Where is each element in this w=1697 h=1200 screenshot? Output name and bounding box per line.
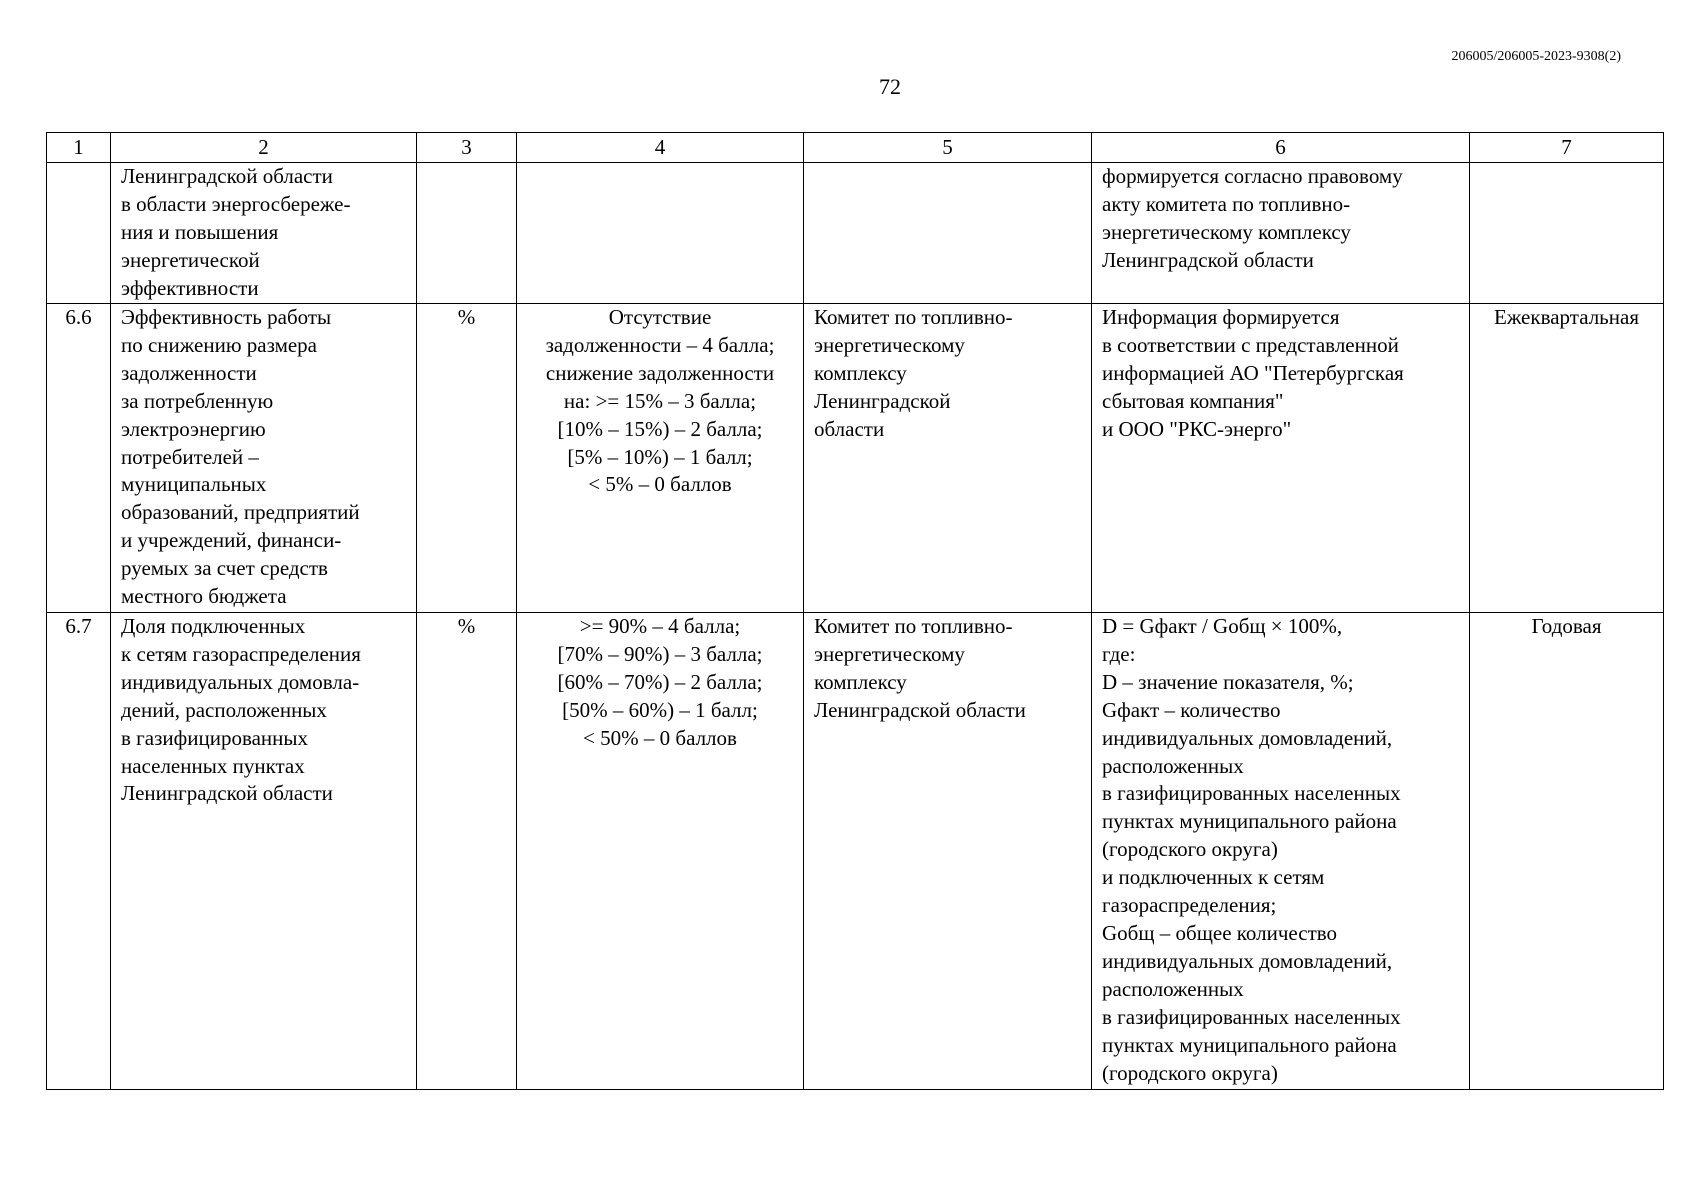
indicator-name-line: эффективности xyxy=(121,275,259,300)
method-cell xyxy=(1092,304,1470,613)
indicator-name-line: и учреждений, финанси- xyxy=(121,528,342,553)
row-number-cell: 6.6 xyxy=(47,304,111,613)
method-line: в соответствии с представленной xyxy=(1102,332,1399,357)
criteria-line: < 5% – 0 баллов xyxy=(588,472,732,497)
responsible-line: области xyxy=(814,416,885,441)
responsible-line: комплексу xyxy=(814,360,907,385)
indicator-name-line: Эффективность работы xyxy=(121,305,332,329)
unit-cell: % xyxy=(417,613,517,1090)
column-header: 3 xyxy=(417,133,517,163)
method-line: расположенных xyxy=(1102,976,1244,1001)
table-row xyxy=(47,304,1664,613)
method-cell xyxy=(1092,613,1470,1090)
method-line: в газифицированных населенных xyxy=(1102,1004,1401,1029)
indicator-name-line: ния и повышения xyxy=(121,219,279,244)
indicator-name-line: в области энергосбереже- xyxy=(121,191,351,216)
criteria-line: снижение задолженности xyxy=(545,360,775,385)
method-line: Ленинградской области xyxy=(1102,247,1314,272)
indicator-name-line: муниципальных xyxy=(121,472,267,497)
page-number: 72 xyxy=(879,74,901,99)
indicator-name-line: Ленинградской области xyxy=(121,164,333,188)
criteria-line: на: >= 15% – 3 балла; xyxy=(563,388,757,413)
criteria-line: [5% – 10%) – 1 балл; xyxy=(567,444,753,469)
indicator-name-line: в газифицированных xyxy=(121,725,309,750)
criteria-line: < 50% – 0 баллов xyxy=(583,725,737,750)
indicator-name-line: потребителей – xyxy=(121,444,259,469)
document-id: 206005/206005-2023-9308(2) xyxy=(1451,49,1621,64)
frequency-cell: Ежеквартальная xyxy=(1470,304,1664,613)
frequency-cell: Годовая xyxy=(1470,613,1664,1090)
method-line: индивидуальных домовладений, xyxy=(1102,725,1393,750)
method-line: акту комитета по топливно- xyxy=(1102,191,1351,216)
indicator-name-line: местного бюджета xyxy=(121,584,287,609)
column-header: 6 xyxy=(1092,133,1470,163)
unit-cell: % xyxy=(417,304,517,613)
responsible-line: Комитет по топливно- xyxy=(814,614,1013,638)
method-line: D – значение показателя, %; xyxy=(1102,669,1354,694)
column-header: 4 xyxy=(517,133,804,163)
indicator-name-line: электроэнергию xyxy=(121,416,266,441)
frequency-cell xyxy=(1470,163,1664,304)
indicator-name-line: энергетической xyxy=(121,247,260,272)
method-line: где: xyxy=(1102,641,1136,666)
indicator-name-line: Доля подключенных xyxy=(121,614,306,638)
criteria-line: задолженности – 4 балла; xyxy=(545,332,775,357)
unit-cell xyxy=(417,163,517,304)
method-line: Gобщ – общее количество xyxy=(1102,920,1338,945)
criteria-line: [50% – 60%) – 1 балл; xyxy=(562,697,758,722)
indicator-name-cell xyxy=(111,163,417,304)
table-row xyxy=(47,163,1664,304)
method-line: (городского округа) xyxy=(1102,837,1278,862)
criteria-line: [10% – 15%) – 2 балла; xyxy=(557,416,763,441)
indicator-name-cell xyxy=(111,613,417,1090)
column-header: 1 xyxy=(47,133,111,163)
method-line: информацией АО "Петербургская xyxy=(1102,360,1404,385)
responsible-line: энергетическому xyxy=(814,641,965,666)
table-header-row xyxy=(47,133,1664,163)
criteria-cell xyxy=(517,304,804,613)
responsible-line: Ленинградской области xyxy=(814,697,1026,722)
method-line: энергетическому комплексу xyxy=(1102,219,1351,244)
method-line: и ООО "РКС-энерго" xyxy=(1102,416,1292,441)
criteria-cell xyxy=(517,163,804,304)
indicator-name-line: индивидуальных домовла- xyxy=(121,669,360,694)
method-line: пунктах муниципального района xyxy=(1102,1032,1397,1057)
method-cell xyxy=(1092,163,1470,304)
criteria-line: [70% – 90%) – 3 балла; xyxy=(557,641,763,666)
method-line: индивидуальных домовладений, xyxy=(1102,948,1393,973)
indicator-name-line: Ленинградской области xyxy=(121,781,333,806)
method-line: расположенных xyxy=(1102,753,1244,778)
criteria-line: >= 90% – 4 балла; xyxy=(579,614,741,638)
indicator-name-cell xyxy=(111,304,417,613)
column-header: 2 xyxy=(111,133,417,163)
responsible-line: Ленинградской xyxy=(814,388,951,413)
column-header: 7 xyxy=(1470,133,1664,163)
criteria-line: Отсутствие xyxy=(608,305,712,329)
method-line: Информация формируется xyxy=(1102,305,1340,329)
criteria-cell xyxy=(517,613,804,1090)
method-line: сбытовая компания" xyxy=(1102,388,1284,413)
method-line: в газифицированных населенных xyxy=(1102,781,1401,806)
responsible-cell xyxy=(804,163,1092,304)
indicator-name-line: населенных пунктах xyxy=(121,753,305,778)
method-line: формируется согласно правовому xyxy=(1102,164,1403,188)
indicator-name-line: за потребленную xyxy=(121,388,274,413)
criteria-line: [60% – 70%) – 2 балла; xyxy=(557,669,763,694)
row-number-cell xyxy=(47,163,111,304)
indicator-name-line: по снижению размера xyxy=(121,332,318,357)
responsible-cell xyxy=(804,613,1092,1090)
method-line: (городского округа) xyxy=(1102,1060,1278,1085)
table-row xyxy=(47,613,1664,1090)
indicator-name-line: образований, предприятий xyxy=(121,500,360,525)
responsible-line: энергетическому xyxy=(814,332,965,357)
indicator-name-line: руемых за счет средств xyxy=(121,556,328,581)
indicator-name-line: к сетям газораспределения xyxy=(121,641,361,666)
method-line: газораспределения; xyxy=(1102,893,1277,918)
method-line: пунктах муниципального района xyxy=(1102,809,1397,834)
indicator-name-line: задолженности xyxy=(121,360,257,385)
indicators-table xyxy=(46,132,1664,1090)
responsible-line: комплексу xyxy=(814,669,907,694)
method-line: D = Gфакт / Gобщ × 100%, xyxy=(1102,614,1343,638)
responsible-line: Комитет по топливно- xyxy=(814,305,1013,329)
column-header: 5 xyxy=(804,133,1092,163)
method-line: и подключенных к сетям xyxy=(1102,865,1325,890)
method-line: Gфакт – количество xyxy=(1102,697,1281,722)
indicator-name-line: дений, расположенных xyxy=(121,697,327,722)
row-number-cell: 6.7 xyxy=(47,613,111,1090)
responsible-cell xyxy=(804,304,1092,613)
